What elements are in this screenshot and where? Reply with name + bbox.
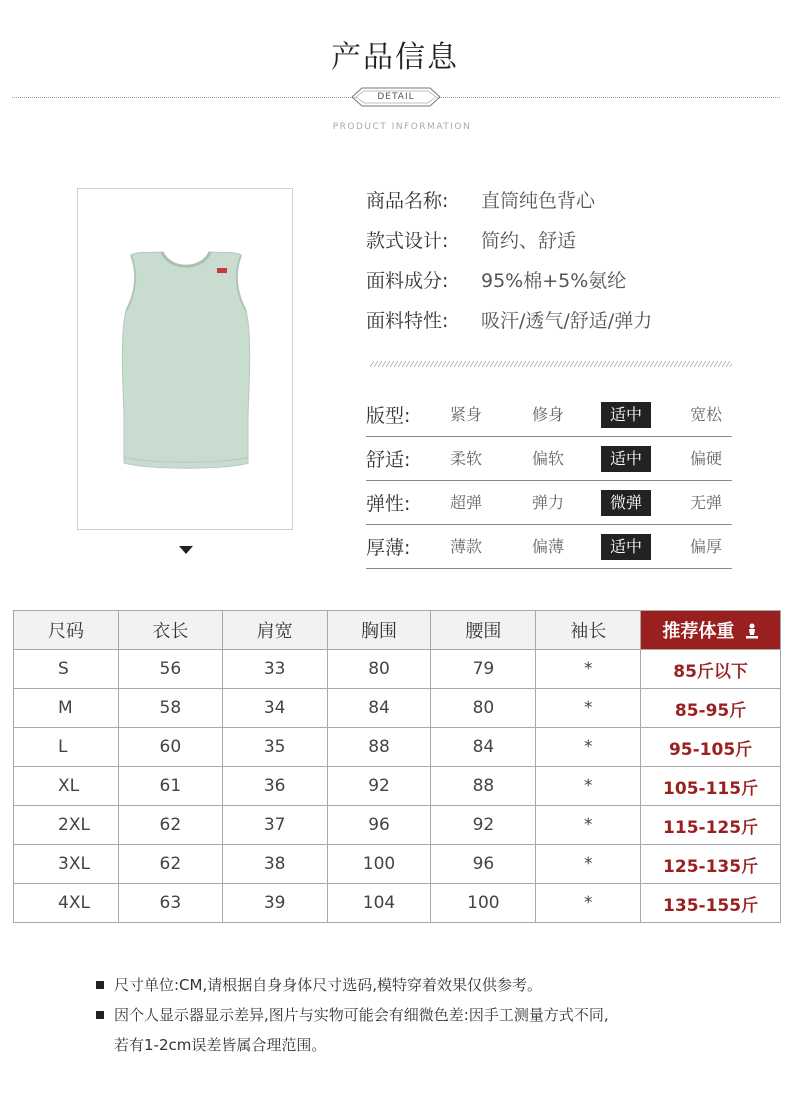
- header-size: 尺码: [14, 611, 119, 650]
- table-row: [14, 728, 781, 767]
- table-cell: 79: [431, 650, 536, 689]
- tank-top-icon: [78, 189, 292, 529]
- table-cell: 38: [222, 845, 327, 884]
- table-cell: 36: [222, 767, 327, 806]
- table-cell: *: [536, 728, 641, 767]
- table-cell: *: [536, 767, 641, 806]
- attr-option: 超弹: [449, 493, 482, 512]
- attr-row-elasticity: [366, 481, 732, 525]
- table-cell: 80: [431, 689, 536, 728]
- attr-option-selected: 微弹: [601, 490, 651, 516]
- attr-row-comfort: [366, 437, 732, 481]
- notes: [96, 970, 609, 1060]
- weight-cell: 125-135斤: [641, 845, 781, 884]
- table-cell: *: [536, 845, 641, 884]
- info-value: 简约、舒适: [481, 230, 577, 252]
- table-cell: 62: [118, 845, 222, 884]
- table-cell: 56: [118, 650, 222, 689]
- header-sleeve: 袖长: [536, 611, 641, 650]
- page-title: 产品信息: [331, 40, 459, 75]
- detail-badge: [350, 86, 442, 108]
- table-cell: *: [536, 806, 641, 845]
- info-key: 款式设计:: [366, 230, 449, 252]
- table-row: [14, 650, 781, 689]
- table-cell: *: [536, 884, 641, 923]
- note-item: [96, 970, 609, 1000]
- note-text: 尺寸单位:CM,请根据自身身体尺寸选码,模特穿着效果仅供参考。: [114, 976, 543, 994]
- table-row: [14, 884, 781, 923]
- attr-row-thickness: [366, 525, 732, 569]
- table-cell: 37: [222, 806, 327, 845]
- attr-label: 厚薄:: [366, 537, 411, 559]
- info-row-features: [366, 306, 652, 346]
- table-row: [14, 767, 781, 806]
- attr-option: 弹力: [531, 493, 564, 512]
- table-cell: 33: [222, 650, 327, 689]
- size-cell: M: [14, 689, 119, 728]
- attr-option: 宽松: [689, 405, 722, 424]
- note-text: 若有1-2cm误差皆属合理范围。: [114, 1036, 327, 1054]
- attr-option-selected: 适中: [601, 446, 651, 472]
- size-cell: L: [14, 728, 119, 767]
- info-row-name: [366, 186, 652, 226]
- weight-cell: 115-125斤: [641, 806, 781, 845]
- attr-label: 弹性:: [366, 493, 411, 515]
- table-cell: 88: [327, 728, 431, 767]
- info-row-fabric: [366, 266, 652, 306]
- info-key: 面料成分:: [366, 270, 449, 292]
- attr-label: 舒适:: [366, 449, 411, 471]
- info-row-style: [366, 226, 652, 266]
- table-cell: 35: [222, 728, 327, 767]
- info-value: 95%棉+5%氨纶: [481, 270, 627, 292]
- table-cell: 39: [222, 884, 327, 923]
- header-waist: 腰围: [431, 611, 536, 650]
- attr-option-selected: 适中: [601, 402, 651, 428]
- weight-cell: 85-95斤: [641, 689, 781, 728]
- header-chest: 胸围: [327, 611, 431, 650]
- attr-option: 薄款: [449, 537, 482, 556]
- table-row: [14, 689, 781, 728]
- weight-cell: 135-155斤: [641, 884, 781, 923]
- note-text: 因个人显示器显示差异,图片与实物可能会有细微色差:因手工测量方式不同,: [114, 1006, 609, 1024]
- table-row: [14, 806, 781, 845]
- weight-cell: 95-105斤: [641, 728, 781, 767]
- table-cell: 92: [327, 767, 431, 806]
- table-row: [14, 845, 781, 884]
- header-length: 衣长: [118, 611, 222, 650]
- attr-option: 柔软: [449, 449, 482, 468]
- size-cell: 3XL: [14, 845, 119, 884]
- weight-cell: 85斤以下: [641, 650, 781, 689]
- bullet-square-icon: [96, 981, 104, 989]
- attr-option-selected: 适中: [601, 534, 651, 560]
- down-arrow-icon: [178, 545, 194, 555]
- table-cell: 84: [431, 728, 536, 767]
- header-weight-label: 推荐体重: [662, 621, 735, 642]
- attr-row-fit: [366, 393, 732, 437]
- attr-option: 紧身: [449, 405, 482, 424]
- attr-option: 无弹: [689, 493, 722, 512]
- attribute-table: [366, 393, 732, 569]
- header-shoulder: 肩宽: [222, 611, 327, 650]
- person-weight-icon: [745, 623, 759, 639]
- attr-option: 偏硬: [689, 449, 722, 468]
- table-cell: 34: [222, 689, 327, 728]
- divider-left: [12, 97, 357, 98]
- note-item: [96, 1000, 609, 1060]
- bullet-square-icon: [96, 1011, 104, 1019]
- table-cell: 92: [431, 806, 536, 845]
- size-table-header: [14, 611, 781, 650]
- table-cell: 63: [118, 884, 222, 923]
- product-info-list: [366, 186, 652, 346]
- table-cell: 84: [327, 689, 431, 728]
- table-cell: 96: [327, 806, 431, 845]
- table-cell: 62: [118, 806, 222, 845]
- attr-option: 修身: [531, 405, 564, 424]
- info-key: 商品名称:: [366, 190, 449, 212]
- size-table: [13, 610, 781, 923]
- table-cell: 88: [431, 767, 536, 806]
- divider-right: [437, 97, 780, 98]
- table-cell: 100: [327, 845, 431, 884]
- table-cell: 100: [431, 884, 536, 923]
- attr-label: 版型:: [366, 405, 411, 427]
- table-cell: *: [536, 689, 641, 728]
- table-cell: 60: [118, 728, 222, 767]
- table-cell: 104: [327, 884, 431, 923]
- size-cell: XL: [14, 767, 119, 806]
- table-cell: 58: [118, 689, 222, 728]
- header-weight: [641, 611, 781, 650]
- table-cell: 96: [431, 845, 536, 884]
- product-image: [77, 188, 293, 530]
- attr-option: 偏厚: [689, 537, 722, 556]
- table-cell: *: [536, 650, 641, 689]
- info-value: 吸汗/透气/舒适/弹力: [481, 310, 653, 332]
- page-subtitle: PRODUCT INFORMATION: [332, 122, 472, 132]
- size-cell: 2XL: [14, 806, 119, 845]
- size-cell: 4XL: [14, 884, 119, 923]
- weight-cell: 105-115斤: [641, 767, 781, 806]
- detail-label: DETAIL: [377, 92, 415, 102]
- table-cell: 61: [118, 767, 222, 806]
- attr-option: 偏薄: [531, 537, 564, 556]
- table-cell: 80: [327, 650, 431, 689]
- slash-divider: [370, 361, 732, 367]
- size-cell: S: [14, 650, 119, 689]
- attr-option: 偏软: [531, 449, 564, 468]
- info-key: 面料特性:: [366, 310, 449, 332]
- info-value: 直筒纯色背心: [481, 190, 596, 212]
